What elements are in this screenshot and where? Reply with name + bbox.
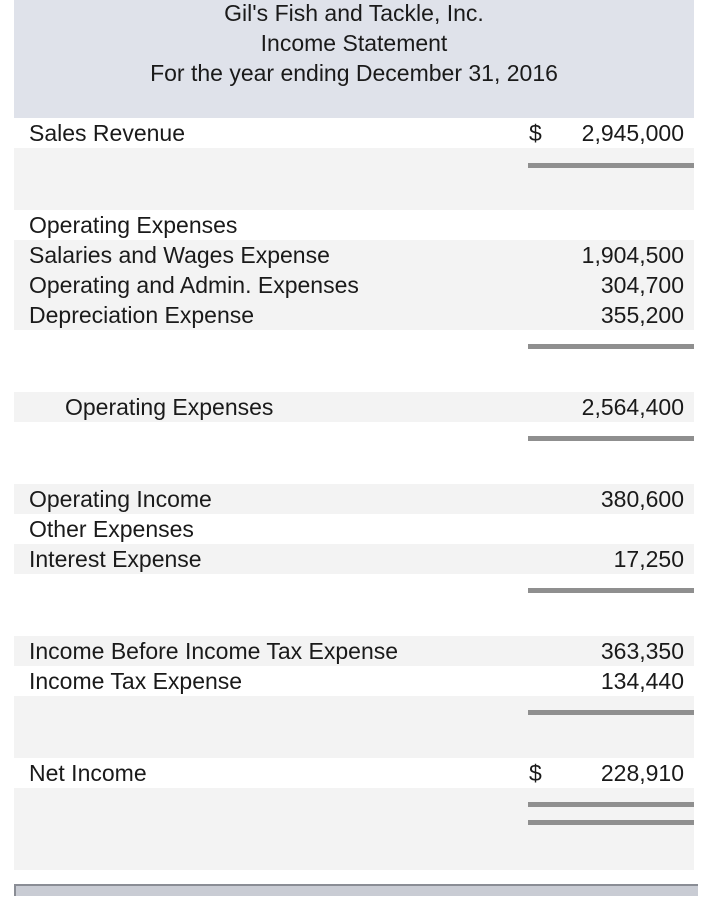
tax-spacer-band [14,696,694,758]
sales-revenue-amount: 2,945,000 [581,120,684,146]
operating-expenses-total-amount: 2,564,400 [581,394,684,420]
salaries-label: Salaries and Wages Expense [29,242,330,268]
net-income-amount: 228,910 [600,760,684,786]
statement-title: Income Statement [260,30,448,56]
income-before-tax-amount: 363,350 [600,638,684,664]
salaries-amount: 1,904,500 [581,242,684,268]
sales-revenue-currency: $ [529,120,542,146]
depreciation-label: Depreciation Expense [29,302,255,328]
net-income-double-underline-bottom [528,820,694,825]
income-before-tax-label: Income Before Income Tax Expense [29,638,399,664]
statement-header [14,0,694,118]
net-income-label: Net Income [29,760,147,786]
depreciation-amount: 355,200 [600,302,684,328]
other-expenses-heading: Other Expenses [29,516,194,542]
spacer-band [14,148,694,210]
income-tax-expense-label: Income Tax Expense [29,668,243,694]
operating-admin-label: Operating and Admin. Expenses [29,272,359,298]
sales-revenue-label: Sales Revenue [29,120,185,146]
operating-admin-amount: 304,700 [600,272,684,298]
income-tax-expense-amount: 134,440 [600,668,684,694]
expenses-underline [528,344,694,349]
operating-income-label: Operating Income [29,486,212,512]
operating-expenses-total-label: Operating Expenses [65,394,274,420]
net-income-currency: $ [529,760,542,786]
operating-expenses-heading: Operating Expenses [29,212,238,238]
operating-income-amount: 380,600 [600,486,684,512]
net-income-double-underline-top [528,802,694,807]
sales-revenue-underline [528,163,694,168]
interest-expense-amount: 17,250 [613,546,684,572]
interest-underline [528,588,694,593]
interest-expense-label: Interest Expense [29,546,202,572]
tax-underline [528,710,694,715]
bottom-edge-bar [14,884,698,896]
net-income-lower-band [14,788,694,870]
total-expenses-underline [528,436,694,441]
income-statement [14,0,694,870]
company-name: Gil's Fish and Tackle, Inc. [224,0,484,26]
statement-period: For the year ending December 31, 2016 [150,60,558,86]
